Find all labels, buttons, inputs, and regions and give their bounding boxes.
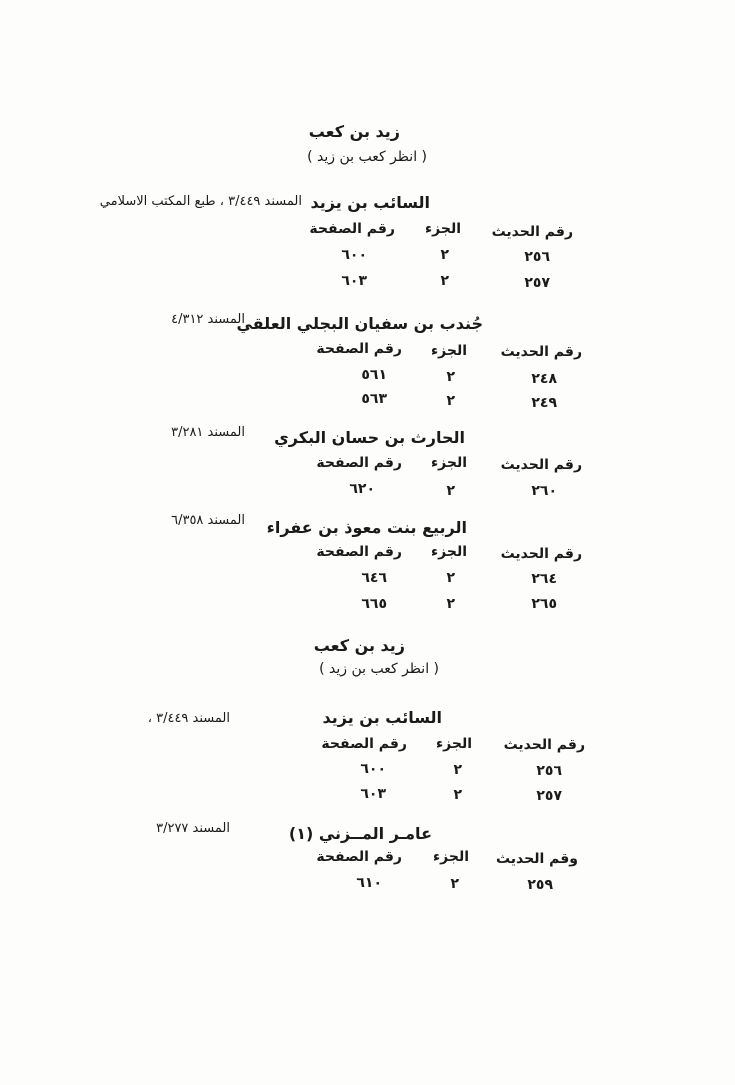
entry-title: زيد بن كعب	[313, 636, 405, 655]
page-number: ٥٦١	[361, 367, 387, 383]
page-number: ٦٠٠	[341, 247, 367, 263]
page-number: ٦٢٠	[349, 481, 375, 497]
column-header-page: رقم الصفحة	[316, 341, 402, 357]
page-number: ٦٠٣	[360, 786, 386, 802]
source-reference: المسند ٣/٤٤٩ ، طبع المكتب الاسلامي	[99, 194, 302, 209]
column-header-hadith: رقم الحديث	[503, 737, 585, 753]
column-header-hadith: رقم الحديث	[500, 546, 582, 562]
source-reference: المسند ٣/٢٨١	[171, 425, 245, 440]
entry-name: السائب بن يزيد	[310, 193, 430, 212]
page-number: ٦١٠	[356, 875, 382, 891]
entry-name: جُندب بن سفيان البجلي العلقي	[236, 314, 483, 333]
juz-number: ٢	[453, 787, 462, 803]
hadith-number: ٢٥٦	[536, 763, 562, 779]
column-header-juz: الجزء	[424, 221, 461, 237]
juz-number: ٢	[446, 393, 455, 409]
column-header-page: رقم الصفحة	[321, 736, 407, 752]
source-reference: المسند ٤/٣١٢	[171, 312, 245, 327]
juz-number: ٢	[446, 596, 455, 612]
page-number: ٥٦٣	[361, 391, 387, 407]
hadith-number: ٢٥٦	[524, 249, 550, 265]
juz-number: ٢	[450, 876, 459, 892]
hadith-number: ٢٦٠	[531, 483, 557, 499]
juz-number: ٢	[446, 369, 455, 385]
hadith-number: ٢٥٩	[527, 877, 553, 893]
entry-name: السائب بن يزيد	[322, 708, 442, 727]
column-header-page: رقم الصفحة	[316, 849, 402, 865]
source-reference: المسند ٣/٤٤٩ ،	[147, 711, 230, 726]
juz-number: ٢	[440, 247, 449, 263]
entry-name: الربيع بنت معوذ بن عفراء	[266, 518, 467, 537]
hadith-number: ٢٤٨	[531, 371, 557, 387]
column-header-juz: الجزء	[432, 849, 469, 865]
juz-number: ٢	[453, 762, 462, 778]
column-header-hadith: رقم الحديث	[500, 344, 582, 360]
page-number: ٦٠٠	[360, 761, 386, 777]
column-header-hadith: رقم الحديث	[491, 224, 573, 240]
page-number: ٦٦٥	[361, 596, 387, 612]
column-header-hadith: رقم الحديث	[500, 457, 582, 473]
source-reference: المسند ٦/٣٥٨	[171, 513, 245, 528]
entry-name: الحارث بن حسان البكري	[274, 428, 465, 447]
cross-reference-note: ( انظر كعب بن زيد )	[319, 661, 439, 677]
column-header-page: رقم الصفحة	[309, 221, 395, 237]
hadith-number: ٢٥٧	[536, 788, 562, 804]
juz-number: ٢	[440, 273, 449, 289]
hadith-number: ٢٦٤	[531, 571, 557, 587]
cross-reference-note: ( انظر كعب بن زيد )	[307, 149, 427, 165]
hadith-number: ٢٥٧	[524, 275, 550, 291]
hadith-number: ٢٤٩	[531, 395, 557, 411]
source-reference: المسند ٣/٢٧٧	[156, 821, 230, 836]
column-header-juz: الجزء	[430, 544, 467, 560]
hadith-number: ٢٦٥	[531, 596, 557, 612]
entry-title: زيد بن كعب	[308, 122, 400, 141]
column-header-juz: الجزء	[430, 455, 467, 471]
entry-name: عامـر المــزني (١)	[288, 824, 432, 843]
column-header-juz: الجزء	[435, 736, 472, 752]
column-header-page: رقم الصفحة	[316, 455, 402, 471]
column-header-hadith: وقم الحديث	[495, 851, 578, 867]
juz-number: ٢	[446, 483, 455, 499]
page-number: ٦٠٣	[341, 273, 367, 289]
juz-number: ٢	[446, 570, 455, 586]
column-header-juz: الجزء	[430, 343, 467, 359]
page-number: ٦٤٦	[361, 570, 387, 586]
column-header-page: رقم الصفحة	[316, 544, 402, 560]
